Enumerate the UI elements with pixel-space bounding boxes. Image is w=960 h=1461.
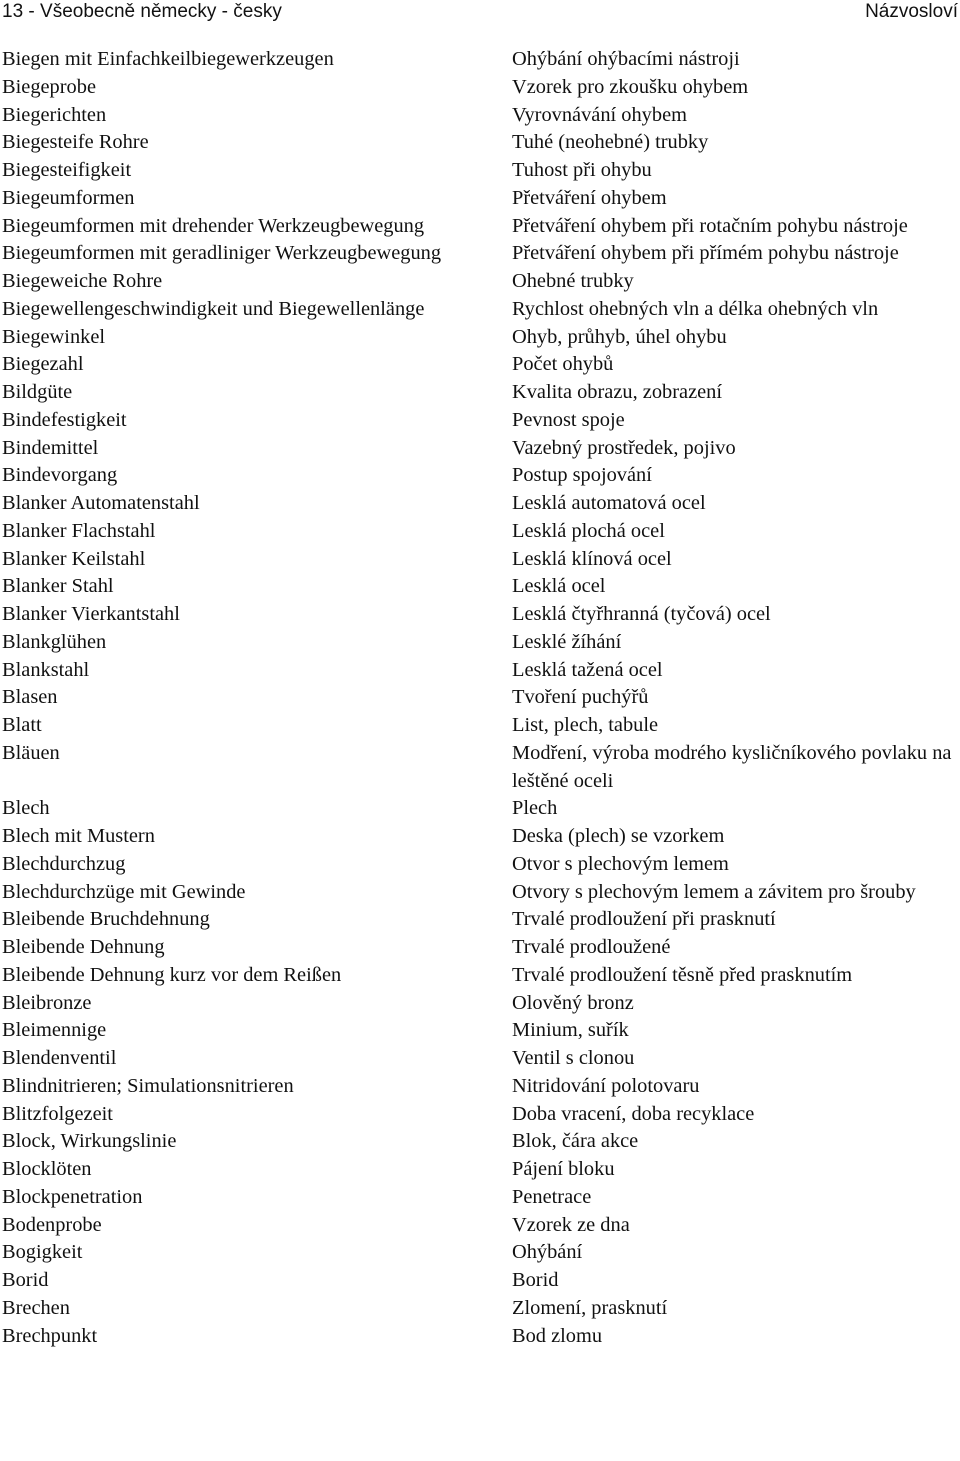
german-term: Blanker Automatenstahl <box>2 492 200 514</box>
czech-term: Tvoření puchýřů <box>512 686 649 709</box>
german-term: Biegesteifigkeit <box>2 159 132 181</box>
german-term: Blindnitrieren; Simulationsnitrieren <box>2 1074 294 1097</box>
glossary-row <box>0 906 960 934</box>
german-term: Blech mit Mustern <box>2 825 155 847</box>
czech-term: Trvalé prodloužené <box>512 936 671 958</box>
german-term: Biegeumformen mit drehender Werkzeugbewegung <box>2 214 425 237</box>
czech-term: Kvalita obrazu, zobrazení <box>512 381 723 403</box>
german-term: Bleibronze <box>2 991 92 1014</box>
czech-term: Doba vracení, doba recyklace <box>512 1102 755 1125</box>
german-term: Biegesteife Rohre <box>2 131 149 154</box>
czech-term: Ventil s clonou <box>512 1047 635 1069</box>
german-term: Biegewinkel <box>2 325 106 348</box>
german-term: Biegeumformen <box>2 186 135 209</box>
german-term: Bindefestigkeit <box>2 408 127 431</box>
glossary-row <box>0 990 960 1018</box>
czech-term: Olověný bronz <box>512 991 634 1014</box>
glossary-row <box>0 102 960 130</box>
glossary-row <box>0 712 960 740</box>
german-term: Blasen <box>2 686 58 709</box>
german-term: Blech <box>2 797 50 820</box>
czech-term: Vzorek pro zkoušku ohybem <box>512 75 749 98</box>
german-term: Blechdurchzüge mit Gewinde <box>2 880 246 903</box>
glossary-row <box>0 962 960 990</box>
glossary-row <box>0 74 960 102</box>
glossary-row <box>0 573 960 601</box>
czech-term: Borid <box>512 1269 559 1291</box>
glossary-row <box>0 462 960 490</box>
czech-term: Lesklá ocel <box>512 575 606 598</box>
german-term: Bodenprobe <box>2 1213 102 1236</box>
czech-term: Lesklá tažená ocel <box>512 658 663 681</box>
glossary-row <box>0 1045 960 1073</box>
german-term: Blechdurchzug <box>2 852 126 875</box>
czech-term: Lesklé žíhání <box>512 630 622 653</box>
glossary-row <box>0 629 960 657</box>
glossary-row <box>0 240 960 268</box>
german-term: Biegeprobe <box>2 75 96 98</box>
glossary-row <box>0 351 960 379</box>
czech-term: Pevnost spoje <box>512 408 625 431</box>
czech-term: Otvory s plechovým lemem a závitem pro šrouby <box>512 880 916 903</box>
german-term: Blendenventil <box>2 1047 117 1069</box>
czech-term: Zlomení, prasknutí <box>512 1296 668 1319</box>
glossary-row <box>0 1184 960 1212</box>
german-term: Biegezahl <box>2 353 84 376</box>
czech-term: Vzorek ze dna <box>512 1213 630 1236</box>
glossary-row <box>0 435 960 463</box>
czech-term: Deska (plech) se vzorkem <box>512 825 725 847</box>
czech-term: Lesklá automatová ocel <box>512 492 706 514</box>
czech-term: Tuhost při ohybu <box>512 159 652 181</box>
czech-term: Trvalé prodloužení při prasknutí <box>512 908 776 931</box>
czech-term: Modření, výroba modrého kysličníkového povlaku na leštěné oceli <box>512 741 952 792</box>
glossary-row <box>0 1295 960 1323</box>
glossary-row <box>0 1323 960 1351</box>
glossary-row <box>0 1128 960 1156</box>
czech-term: Pájení bloku <box>512 1158 615 1180</box>
glossary-row <box>0 157 960 185</box>
czech-term: Ohýbání ohýbacími nástroji <box>512 48 740 70</box>
glossary-row <box>0 851 960 879</box>
german-term: Blockpenetration <box>2 1185 143 1208</box>
glossary-row <box>0 46 960 74</box>
glossary-row <box>0 379 960 407</box>
glossary-row <box>0 684 960 712</box>
german-term: Bildgüte <box>2 381 73 403</box>
german-term: Bindevorgang <box>2 464 118 487</box>
czech-term: Lesklá klínová ocel <box>512 547 672 570</box>
german-term: Biegen mit Einfachkeilbiegewerkzeugen <box>2 48 334 70</box>
glossary-row <box>0 879 960 907</box>
glossary-row <box>0 296 960 324</box>
glossary-row <box>0 823 960 851</box>
german-term: Biegeweiche Rohre <box>2 270 163 292</box>
glossary-row <box>0 1156 960 1184</box>
german-term: Bläuen <box>2 741 60 764</box>
czech-term: Otvor s plechovým lemem <box>512 852 729 875</box>
czech-term: Přetváření ohybem při rotačním pohybu nástroje <box>512 214 908 237</box>
glossary-row <box>0 1101 960 1129</box>
czech-term: Ohebné trubky <box>512 270 634 292</box>
czech-term: Penetrace <box>512 1185 592 1208</box>
czech-term: Ohyb, průhyb, úhel ohybu <box>512 325 727 348</box>
glossary-row <box>0 185 960 213</box>
glossary-row <box>0 324 960 352</box>
german-term: Bleimennige <box>2 1019 107 1042</box>
glossary-row <box>0 795 960 823</box>
header-section-title: 13 - Všeobecně německy - česky <box>2 1 282 22</box>
czech-term: Trvalé prodloužení těsně před prasknutím <box>512 963 853 986</box>
german-term: Blanker Stahl <box>2 575 114 598</box>
glossary-row <box>0 934 960 962</box>
czech-term: List, plech, tabule <box>512 714 659 736</box>
german-term: Blankglühen <box>2 630 107 653</box>
czech-term: Minium, suřík <box>512 1019 629 1042</box>
glossary-row <box>0 518 960 546</box>
glossary-row <box>0 1017 960 1045</box>
german-term: Bleibende Bruchdehnung <box>2 908 210 931</box>
czech-term: Přetváření ohybem <box>512 186 667 209</box>
german-term: Bindemittel <box>2 436 99 459</box>
german-term: Bleibende Dehnung <box>2 936 165 958</box>
german-term: Brechpunkt <box>2 1324 98 1347</box>
czech-term: Lesklá plochá ocel <box>512 519 665 542</box>
glossary-row <box>0 1073 960 1101</box>
german-term: Blanker Keilstahl <box>2 547 146 570</box>
czech-term: Bod zlomu <box>512 1324 603 1347</box>
glossary-row <box>0 129 960 157</box>
czech-term: Lesklá čtyřhranná (tyčová) ocel <box>512 603 771 625</box>
glossary-row <box>0 1239 960 1267</box>
german-term: Blocklöten <box>2 1158 92 1180</box>
german-term: Block, Wirkungslinie <box>2 1130 177 1153</box>
czech-term: Vyrovnávání ohybem <box>512 103 687 126</box>
glossary-row <box>0 407 960 435</box>
glossary-row <box>0 546 960 574</box>
german-term: Biegerichten <box>2 103 107 126</box>
german-term: Bogigkeit <box>2 1241 83 1264</box>
german-term: Bleibende Dehnung kurz vor dem Reißen <box>2 963 342 986</box>
czech-term: Počet ohybů <box>512 353 614 376</box>
glossary-row <box>0 213 960 241</box>
glossary-row <box>0 1267 960 1295</box>
glossary-row <box>0 740 960 796</box>
glossary-row <box>0 268 960 296</box>
german-term: Brechen <box>2 1296 70 1319</box>
glossary-row <box>0 657 960 685</box>
page-header <box>0 0 960 24</box>
german-term: Borid <box>2 1269 49 1291</box>
german-term: Blitzfolgezeit <box>2 1102 113 1125</box>
german-term: Biegewellengeschwindigkeit und Biegewellenlänge <box>2 297 425 320</box>
glossary-row <box>0 601 960 629</box>
czech-term: Plech <box>512 797 558 820</box>
czech-term: Tuhé (neohebné) trubky <box>512 131 709 154</box>
german-term: Biegeumformen mit geradliniger Werkzeugbewegung <box>2 242 442 265</box>
czech-term: Nitridování polotovaru <box>512 1074 700 1097</box>
header-category: Názvosloví <box>865 1 958 22</box>
german-term: Blanker Vierkantstahl <box>2 603 180 625</box>
german-term: Blanker Flachstahl <box>2 519 156 542</box>
german-term: Blankstahl <box>2 658 90 681</box>
czech-term: Blok, čára akce <box>512 1130 639 1153</box>
czech-term: Rychlost ohebných vln a délka ohebných vln <box>512 297 879 320</box>
czech-term: Postup spojování <box>512 464 652 487</box>
glossary-list <box>0 46 960 1350</box>
german-term: Blatt <box>2 714 42 736</box>
glossary-row <box>0 1212 960 1240</box>
czech-term: Přetváření ohybem při přímém pohybu nástroje <box>512 242 899 265</box>
glossary-row <box>0 490 960 518</box>
czech-term: Ohýbání <box>512 1241 583 1264</box>
czech-term: Vazebný prostředek, pojivo <box>512 436 736 459</box>
